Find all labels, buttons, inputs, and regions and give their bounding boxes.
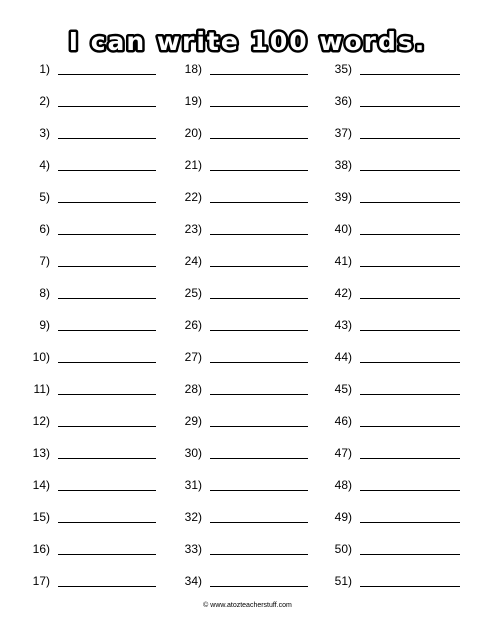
answer-row [172,346,322,366]
row-number: 18) [184,62,202,76]
answer-line[interactable] [360,490,460,491]
answer-row [20,58,170,78]
answer-row [20,410,170,430]
row-number: 4) [39,158,50,172]
answer-row [322,282,472,302]
answer-line[interactable] [360,586,460,587]
row-number: 13) [32,446,50,460]
answer-row [172,90,322,110]
row-number: 24) [184,254,202,268]
answer-row [20,186,170,206]
answer-line[interactable] [360,426,460,427]
answer-row [322,218,472,238]
answer-row [322,186,472,206]
answer-line[interactable] [360,522,460,523]
answer-line[interactable] [210,330,308,331]
row-number: 11) [33,382,50,396]
answer-row [172,570,322,590]
answer-line[interactable] [360,458,460,459]
row-number: 35) [334,62,352,76]
answer-row [20,442,170,462]
row-number: 29) [184,414,202,428]
row-number: 26) [184,318,202,332]
answer-row [20,538,170,558]
answer-line[interactable] [210,394,308,395]
answer-line[interactable] [58,106,156,107]
answer-line[interactable] [210,74,308,75]
answer-row [20,378,170,398]
row-number: 47) [334,446,352,460]
answer-line[interactable] [360,170,460,171]
answer-row [172,154,322,174]
answer-line[interactable] [360,362,460,363]
answer-row [172,58,322,78]
answer-row [20,122,170,142]
answer-line[interactable] [58,362,156,363]
row-number: 30) [184,446,202,460]
title-graphic [0,22,495,62]
answer-line[interactable] [210,554,308,555]
row-number: 45) [334,382,352,396]
answer-row [172,506,322,526]
answer-row [20,570,170,590]
answer-row [322,410,472,430]
row-number: 2) [39,94,50,108]
answer-line[interactable] [210,138,308,139]
answer-line[interactable] [58,426,156,427]
answer-row [322,154,472,174]
answer-line[interactable] [58,266,156,267]
answer-row [322,378,472,398]
answer-row [322,346,472,366]
answer-line[interactable] [360,74,460,75]
answer-line[interactable] [58,458,156,459]
answer-line[interactable] [360,330,460,331]
answer-line[interactable] [360,138,460,139]
answer-row [20,506,170,526]
answer-row [322,570,472,590]
answer-row [322,538,472,558]
answer-row [172,538,322,558]
answer-line[interactable] [210,522,308,523]
answer-line[interactable] [58,522,156,523]
row-number: 12) [32,414,50,428]
row-number: 5) [39,190,50,204]
row-number: 36) [334,94,352,108]
answer-row [322,442,472,462]
answer-line[interactable] [58,202,156,203]
answer-row [172,250,322,270]
row-number: 50) [334,542,352,556]
answer-line[interactable] [210,234,308,235]
answer-row [322,474,472,494]
answer-row [20,250,170,270]
answer-row [322,314,472,334]
answer-row [172,442,322,462]
answer-line[interactable] [210,490,308,491]
row-number: 6) [39,222,50,236]
row-number: 27) [184,350,202,364]
answer-row [20,314,170,334]
answer-line[interactable] [210,458,308,459]
row-number: 28) [184,382,202,396]
answer-row [172,186,322,206]
answer-line[interactable] [360,394,460,395]
answer-row [322,250,472,270]
answer-row [20,90,170,110]
row-number: 44) [334,350,352,364]
answer-line[interactable] [210,266,308,267]
row-number: 38) [334,158,352,172]
row-number: 20) [184,126,202,140]
answer-line[interactable] [360,202,460,203]
answer-line[interactable] [360,298,460,299]
row-number: 37) [334,126,352,140]
row-number: 1) [39,62,50,76]
answer-row [20,346,170,366]
answer-row [322,122,472,142]
row-number: 32) [184,510,202,524]
answer-line[interactable] [210,170,308,171]
answer-row [172,410,322,430]
answer-row [172,122,322,142]
row-number: 49) [334,510,352,524]
row-number: 15) [32,510,50,524]
answer-line[interactable] [58,586,156,587]
answer-row [20,154,170,174]
answer-row [172,314,322,334]
row-number: 7) [39,254,50,268]
answer-row [172,474,322,494]
answer-row [322,506,472,526]
row-number: 31) [184,478,202,492]
answer-line[interactable] [58,554,156,555]
answer-line[interactable] [58,170,156,171]
answer-row [172,378,322,398]
row-number: 14) [32,478,50,492]
answer-row [20,282,170,302]
worksheet-title [0,22,495,62]
row-number: 48) [334,478,352,492]
row-number: 10) [32,350,50,364]
answer-line[interactable] [210,586,308,587]
row-number: 17) [32,574,50,588]
row-number: 40) [334,222,352,236]
row-number: 51) [334,574,352,588]
row-number: 23) [184,222,202,236]
title-text: I can write 100 words. [68,27,427,56]
answer-line[interactable] [58,330,156,331]
answer-line[interactable] [58,74,156,75]
answer-row [172,218,322,238]
row-number: 33) [184,542,202,556]
answer-line[interactable] [360,554,460,555]
row-number: 8) [39,286,50,300]
row-number: 21) [184,158,202,172]
answer-row [322,58,472,78]
row-number: 34) [184,574,202,588]
row-number: 3) [39,126,50,140]
answer-line[interactable] [58,138,156,139]
row-number: 25) [184,286,202,300]
answer-line[interactable] [210,202,308,203]
row-number: 42) [334,286,352,300]
row-number: 46) [334,414,352,428]
answer-line[interactable] [210,362,308,363]
answer-row [172,282,322,302]
answer-line[interactable] [360,234,460,235]
answer-line[interactable] [360,106,460,107]
row-number: 22) [184,190,202,204]
answer-row [20,474,170,494]
answer-line[interactable] [58,490,156,491]
row-number: 16) [32,542,50,556]
answer-row [322,90,472,110]
row-number: 9) [39,318,50,332]
row-number: 41) [334,254,352,268]
answer-row [20,218,170,238]
row-number: 43) [334,318,352,332]
copyright-footer: © www.atozteacherstuff.com [203,602,292,609]
answer-line[interactable] [360,266,460,267]
answer-line[interactable] [58,234,156,235]
answer-line[interactable] [210,298,308,299]
row-number: 39) [334,190,352,204]
answer-line[interactable] [210,106,308,107]
row-number: 19) [184,94,202,108]
answer-line[interactable] [210,426,308,427]
answer-line[interactable] [58,298,156,299]
answer-line[interactable] [58,394,156,395]
